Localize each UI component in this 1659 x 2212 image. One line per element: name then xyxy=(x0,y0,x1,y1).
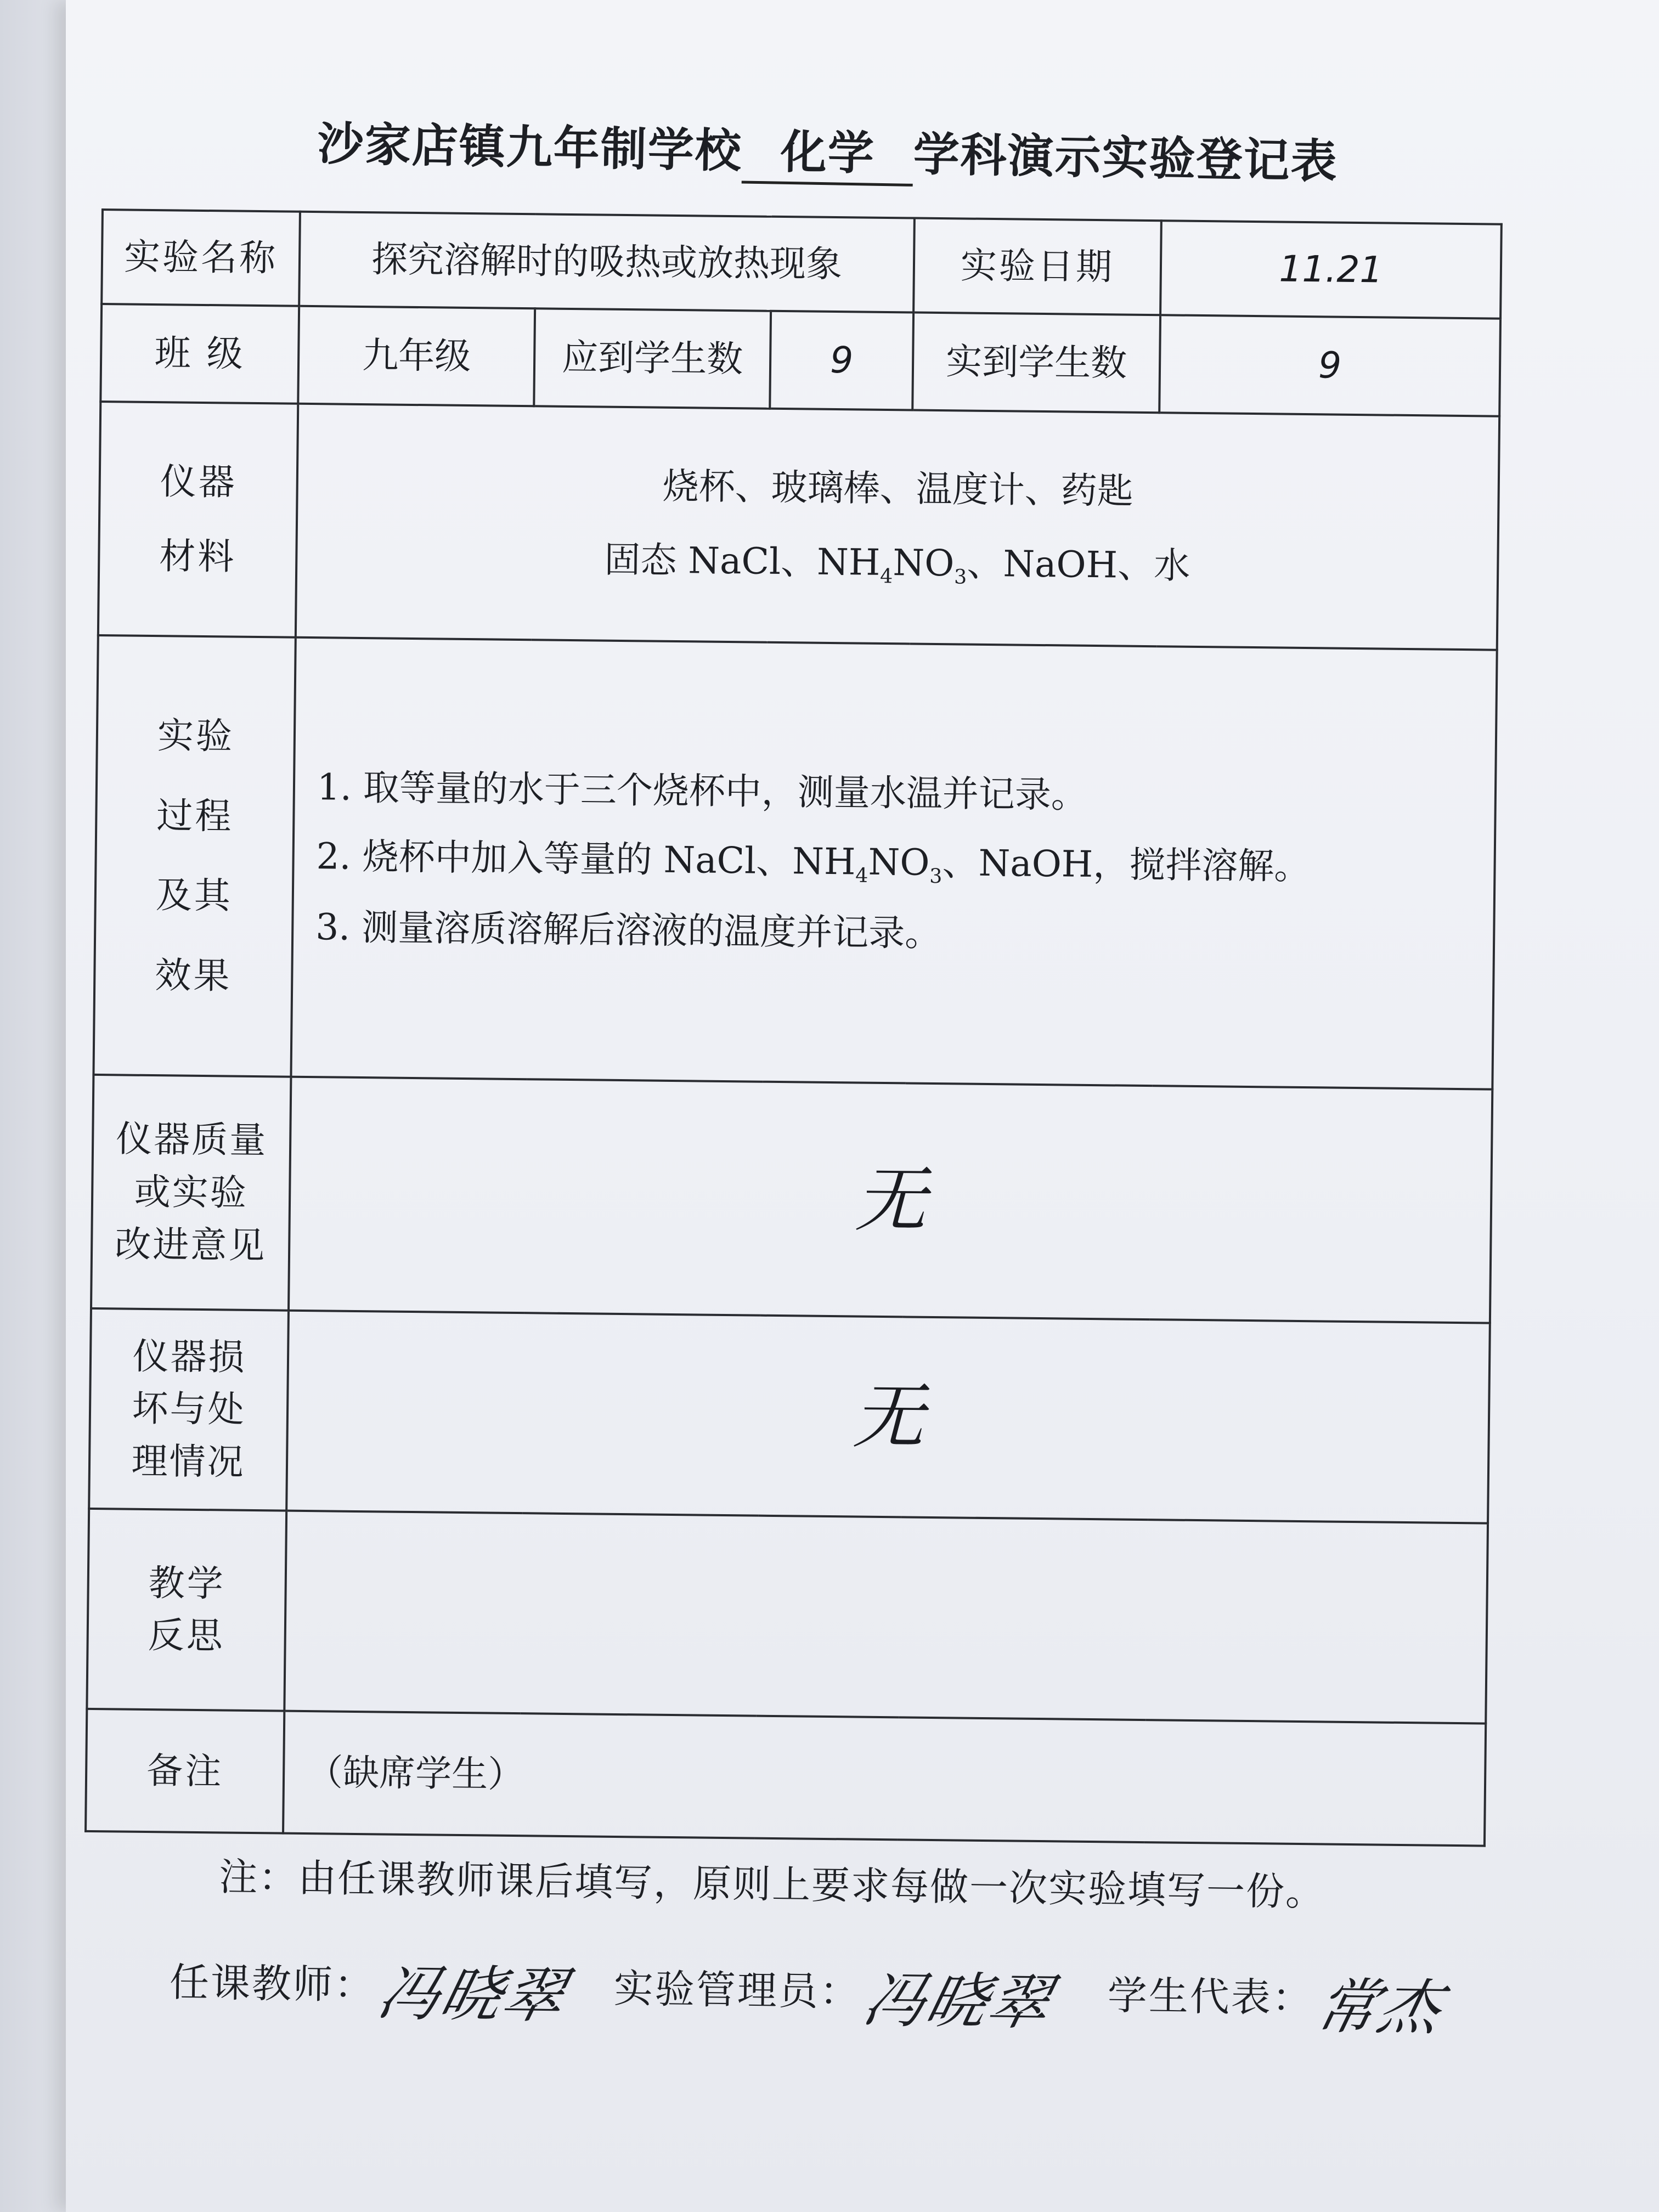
label-quality-line2: 或实验 xyxy=(134,1170,249,1214)
teacher-label: 任课教师： xyxy=(169,1959,376,2008)
label-materials-line1: 仪器 xyxy=(160,460,238,504)
materials-line2-sub-4: 4 xyxy=(879,564,893,588)
label-process xyxy=(93,635,295,1077)
label-actual-students: 实到学生数 xyxy=(912,313,1160,413)
label-damage-line2: 坏与处 xyxy=(132,1387,246,1431)
row-damage xyxy=(89,1308,1490,1523)
value-class: 九年级 xyxy=(298,306,535,406)
value-expected-students: 9 xyxy=(770,311,913,410)
student-rep-signature-scrawl: 常杰 xyxy=(1310,1971,1450,2044)
row-class xyxy=(100,304,1500,416)
label-quality xyxy=(91,1075,291,1311)
process-step-2-part-c: 、NaOH，搅拌溶解。 xyxy=(942,842,1311,888)
label-process-line4: 效果 xyxy=(154,954,232,997)
admin-label: 实验管理员： xyxy=(613,1965,861,2015)
label-damage-line3: 理情况 xyxy=(131,1440,245,1484)
label-experiment-name: 实验名称 xyxy=(101,210,300,306)
row-quality xyxy=(91,1075,1492,1323)
process-step-2-part-a: 2. 烧杯中加入等量的 NaCl、NH xyxy=(316,835,856,883)
teacher-signature-scrawl: 冯晓翠 xyxy=(371,1958,574,2031)
label-reflection-line1: 教学 xyxy=(148,1561,226,1605)
value-reflection xyxy=(284,1510,1488,1723)
value-remark: （缺席学生） xyxy=(283,1711,1486,1846)
admin-signature-scrawl: 冯晓翠 xyxy=(857,1965,1059,2038)
materials-line2-sub-3: 3 xyxy=(953,565,967,589)
title-subject: 化学 xyxy=(780,125,876,180)
process-step-2-sub-4: 4 xyxy=(855,863,868,887)
label-materials-line2: 材料 xyxy=(159,534,236,578)
value-process xyxy=(291,637,1497,1089)
process-step-1: 1. 取等量的水于三个烧杯中，测量水温并记录。 xyxy=(317,766,1088,817)
title-subject-blank xyxy=(742,115,914,187)
fill-in-note: 注：由任课教师课后填写，原则上要求每做一次实验填写一份。 xyxy=(218,1854,1325,1915)
process-step-2-part-b: NO xyxy=(868,840,930,884)
label-quality-line1: 仪器质量 xyxy=(115,1118,268,1162)
label-class: 班 级 xyxy=(100,304,299,403)
value-materials xyxy=(296,404,1499,650)
student-rep-label: 学生代表： xyxy=(1107,1972,1314,2022)
label-process-line3: 及其 xyxy=(155,874,233,917)
label-damage-line1: 仪器损 xyxy=(132,1335,246,1379)
student-rep-signature xyxy=(1107,1955,1450,2047)
row-process xyxy=(93,635,1497,1090)
register-table xyxy=(84,208,1503,1847)
signature-row xyxy=(168,1942,1541,2104)
row-experiment-name xyxy=(101,210,1502,319)
teacher-signature xyxy=(169,1942,574,2034)
materials-line1: 烧杯、玻璃棒、温度计、药匙 xyxy=(662,465,1134,512)
process-step-3: 3. 测量溶质溶解后溶液的温度并记录。 xyxy=(315,905,941,955)
register-form xyxy=(84,208,1500,1847)
label-materials xyxy=(98,402,298,637)
materials-line2-part-c: 、NaOH、水 xyxy=(967,542,1190,588)
process-step-2-sub-3: 3 xyxy=(929,864,943,888)
value-experiment-name: 探究溶解时的吸热或放热现象 xyxy=(299,212,915,313)
label-remark: 备注 xyxy=(86,1709,284,1833)
label-process-line2: 过程 xyxy=(156,794,234,838)
materials-line2-part-b: NO xyxy=(893,541,955,585)
materials-line2-part-a: 固态 NaCl、NH xyxy=(604,538,881,584)
row-remark xyxy=(86,1709,1486,1846)
label-experiment-date: 实验日期 xyxy=(913,218,1161,315)
materials-line2 xyxy=(297,531,1497,597)
process-step-2 xyxy=(316,830,1494,896)
value-damage: 无 xyxy=(286,1310,1490,1523)
value-quality: 无 xyxy=(289,1077,1492,1323)
value-experiment-date: 11.21 xyxy=(1160,221,1502,319)
title-school: 沙家店镇九年制学校 xyxy=(317,116,743,178)
label-process-line1: 实验 xyxy=(157,714,235,758)
title-suffix: 学科演示实验登记表 xyxy=(912,127,1339,189)
label-reflection xyxy=(87,1509,286,1711)
label-quality-line3: 改进意见 xyxy=(114,1223,267,1267)
admin-signature xyxy=(613,1948,1059,2041)
label-damage xyxy=(89,1308,289,1511)
value-actual-students: 9 xyxy=(1159,315,1500,416)
row-materials xyxy=(98,402,1499,650)
label-reflection-line2: 反思 xyxy=(148,1614,225,1657)
label-expected-students: 应到学生数 xyxy=(534,309,771,409)
row-reflection xyxy=(87,1509,1488,1724)
